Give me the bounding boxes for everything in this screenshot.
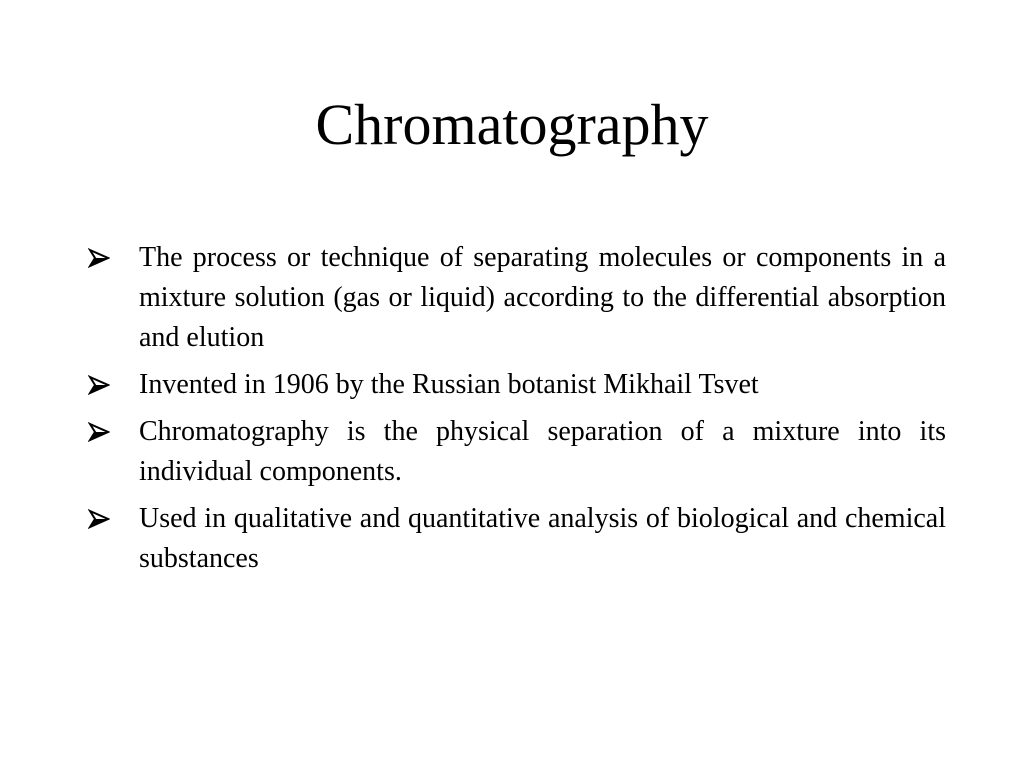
bullet-text: Chromatography is the physical separation of a mixture into its individual components. [139,416,946,487]
bullet-item [86,238,946,358]
arrowhead-bullet-icon [88,499,112,539]
bullet-text: Used in qualitative and quantitative analysis of biological and chemical substances [139,503,946,574]
slide-title: Chromatography [315,92,709,157]
bullet-item [86,412,946,492]
bullet-item [86,499,946,579]
arrowhead-bullet-icon [88,412,112,452]
bullet-text: The process or technique of separating molecules or components in a mixture solution (gas or liquid) according to the differential absorption and elution [139,242,946,353]
arrowhead-bullet-icon [88,238,112,278]
bullet-text: Invented in 1906 by the Russian botanist Mikhail Tsvet [139,369,759,400]
arrowhead-bullet-icon [88,365,112,405]
bullet-list [86,238,946,586]
bullet-item [86,365,946,405]
